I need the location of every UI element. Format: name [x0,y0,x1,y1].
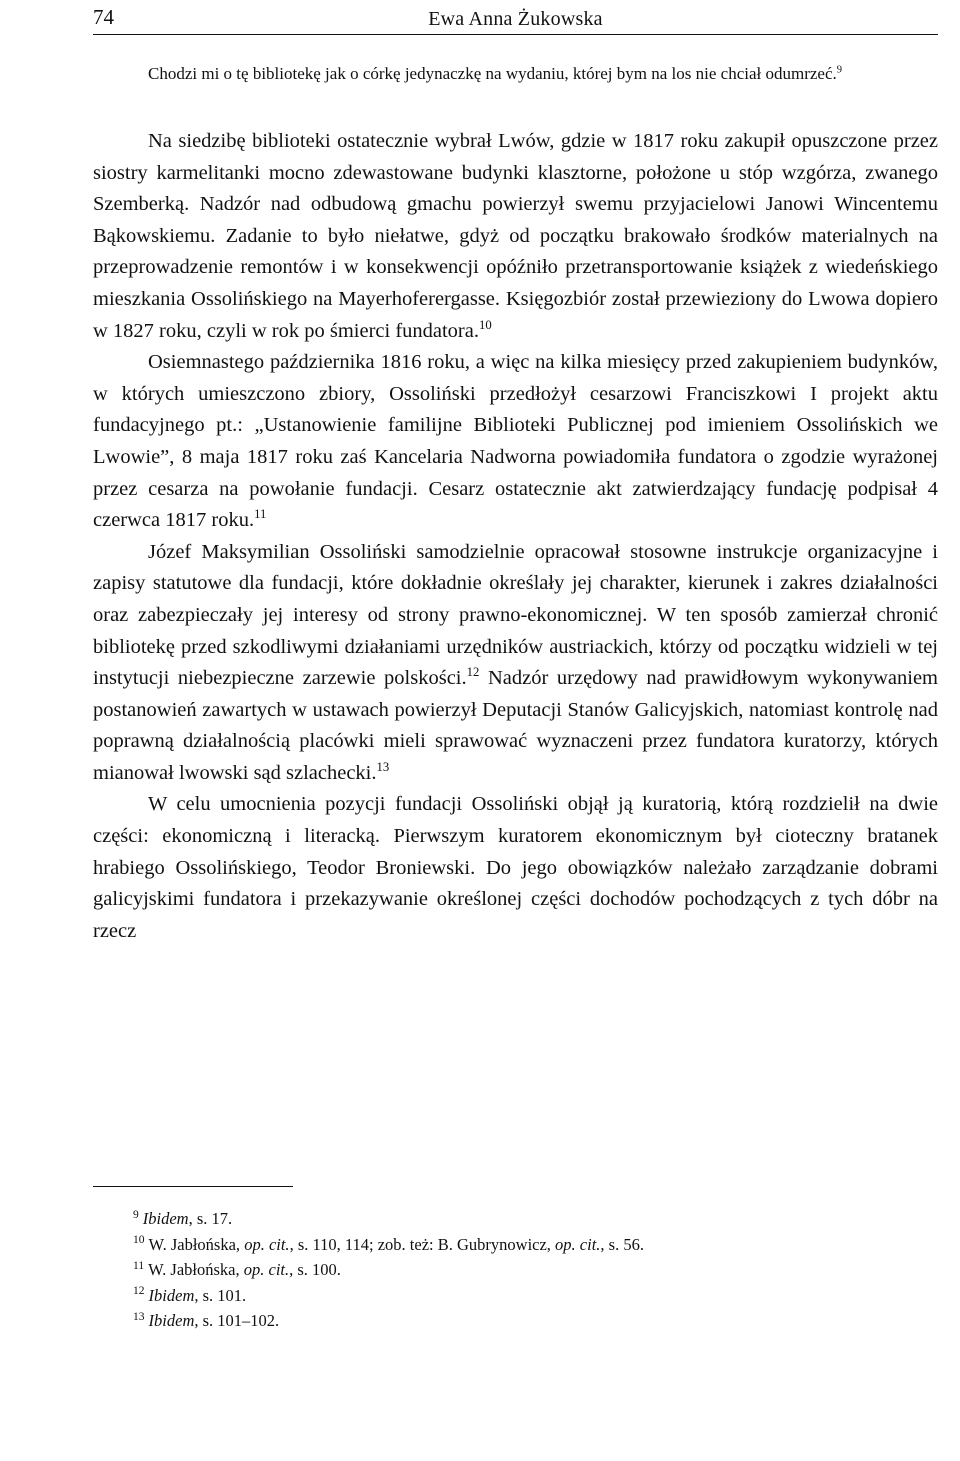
paragraph [93,347,938,537]
footnote-number: 10 [133,1234,145,1247]
footnote-citation: op. cit. [244,1234,290,1254]
paragraph [93,789,938,947]
footnote-text: , s. 101. [194,1285,247,1305]
page-number: 74 [93,5,114,29]
footnote-citation: op. cit. [555,1234,601,1254]
footnote-text: , s. 101–102. [194,1311,280,1330]
footnote-citation: Ibidem [148,1285,195,1305]
paragraph-text: W celu umocnienia pozycji fundacji Ossoliński objął ją kuratorią, którą rozdzielił na dwie części: ekonomiczną i literacką. Pierwszym kuratorem ekonomicznym był cioteczny bratanek hrabiego Ossolińskiego, Teodor Broniewski. Do jego obowiązków należało zarządzanie dobrami galicyjskimi fundatora i przekazywanie określonej części dochodów pochodzących z tych dóbr na rzecz [93,793,938,942]
footnote-ref: 13 [376,760,390,774]
footnote-ref: 12 [466,665,480,680]
footnote [93,1232,938,1258]
footnote-number: 13 [133,1310,145,1323]
footnote [93,1283,938,1309]
paragraph [93,537,938,790]
footnote-text: , s. 100. [289,1260,341,1279]
footnote-ref: 9 [836,64,843,76]
page-header [93,4,938,35]
footnote-text: , s. 17. [188,1209,233,1228]
footnote-citation: op. cit. [243,1260,290,1279]
footnote-number: 12 [133,1285,145,1298]
paragraph-text: Józef Maksymilian Ossoliński samodzielnie opracował stosowne instrukcje organizacyjne i zapisy statutowe dla fundacji, które dokładnie określały jej charakter, kierunek i zakres działalności oraz zabezpieczały jej interesy od strony prawno-ekonomicznej. W ten sposób zamierzał chronić bibliotekę przed szkodliwymi działaniami urzędników austriackich, którzy od początku widzieli w tej instytucji niebezpieczne zarzewie polskości. [93,540,938,690]
body-text [93,126,938,947]
footnote-citation: Ibidem [142,1209,189,1228]
footnote-separator [93,1186,293,1187]
quote-text: Chodzi mi o tę bibliotekę jak o córkę jedynaczkę na wydaniu, której bym na los nie chciał odumrzeć. [148,64,837,83]
footnote-citation: Ibidem [148,1311,195,1330]
footnote-text: W. Jabłońska, [148,1260,244,1279]
footnote [93,1206,938,1232]
footnote [93,1308,938,1334]
paragraph-text: Na siedzibę biblioteki ostatecznie wybrał Lwów, gdzie w 1817 roku zakupił opuszczone przez siostry karmelitanki mocno zdewastowane budynki klasztorne, położone u stóp wzgórza, zwanego Szemberką. Nadzór nad odbudową gmachu powierzył swemu przyjacielowi Janowi Wincentemu Bąkowskiemu. Zadanie to było niełatwe, gdyż od początku brakowało środków materialnych na przeprowadzenie remontów i w konsekwencji opóźniło przetransportowanie książek z wiedeńskiego mieszkania Ossolińskiego na Mayerhoferergasse. Księgozbiór został przewieziony do Lwowa dopiero w 1827 roku, czyli w rok po śmierci fundatora. [93,130,938,342]
footnote-number: 9 [133,1208,139,1221]
footnote-text: , s. 56. [600,1234,644,1254]
footnote [93,1257,938,1283]
paragraph [93,126,938,347]
footnote-ref: 10 [479,317,492,332]
footnote-ref: 11 [254,507,267,522]
footnote-text: , s. 110, 114; zob. też: B. Gubrynowicz, [289,1234,556,1254]
footnotes [93,1206,938,1334]
paragraph-text: Nadzór urzędowy nad prawidłowym wykonywaniem postanowień zawartych w ustawach powierzył Deputacji Stanów Galicyjskich, natomiast kontrolę nad poprawną działalnością placówki mieli sprawować wyznaczeni przez fundatora kuratorzy, których mianował lwowski sąd szlachecki. [93,667,939,784]
running-head: Ewa Anna Żukowska [428,8,603,30]
paragraph-text: Osiemnastego października 1816 roku, a więc na kilka miesięcy przed zakupieniem budynków, w których umieszczono zbiory, Ossoliński przedłożył cesarzowi Franciszkowi I projekt aktu fundacyjnego pt.: „Ustanowienie familijne Biblioteki Publicznej pod imieniem Ossolińskich we Lwowie”, 8 maja 1817 roku zaś Kancelaria Nadworna powiadomiła fundatora o zgodzie wyrażonej przez cesarza na powołanie fundacji. Cesarz ostatecznie akt zatwierdzający fundację podpisał 4 czerwca 1817 roku. [93,351,938,532]
footnote-text: W. Jabłońska, [148,1234,245,1254]
footnote-number: 11 [133,1259,145,1272]
block-quote [93,62,938,86]
